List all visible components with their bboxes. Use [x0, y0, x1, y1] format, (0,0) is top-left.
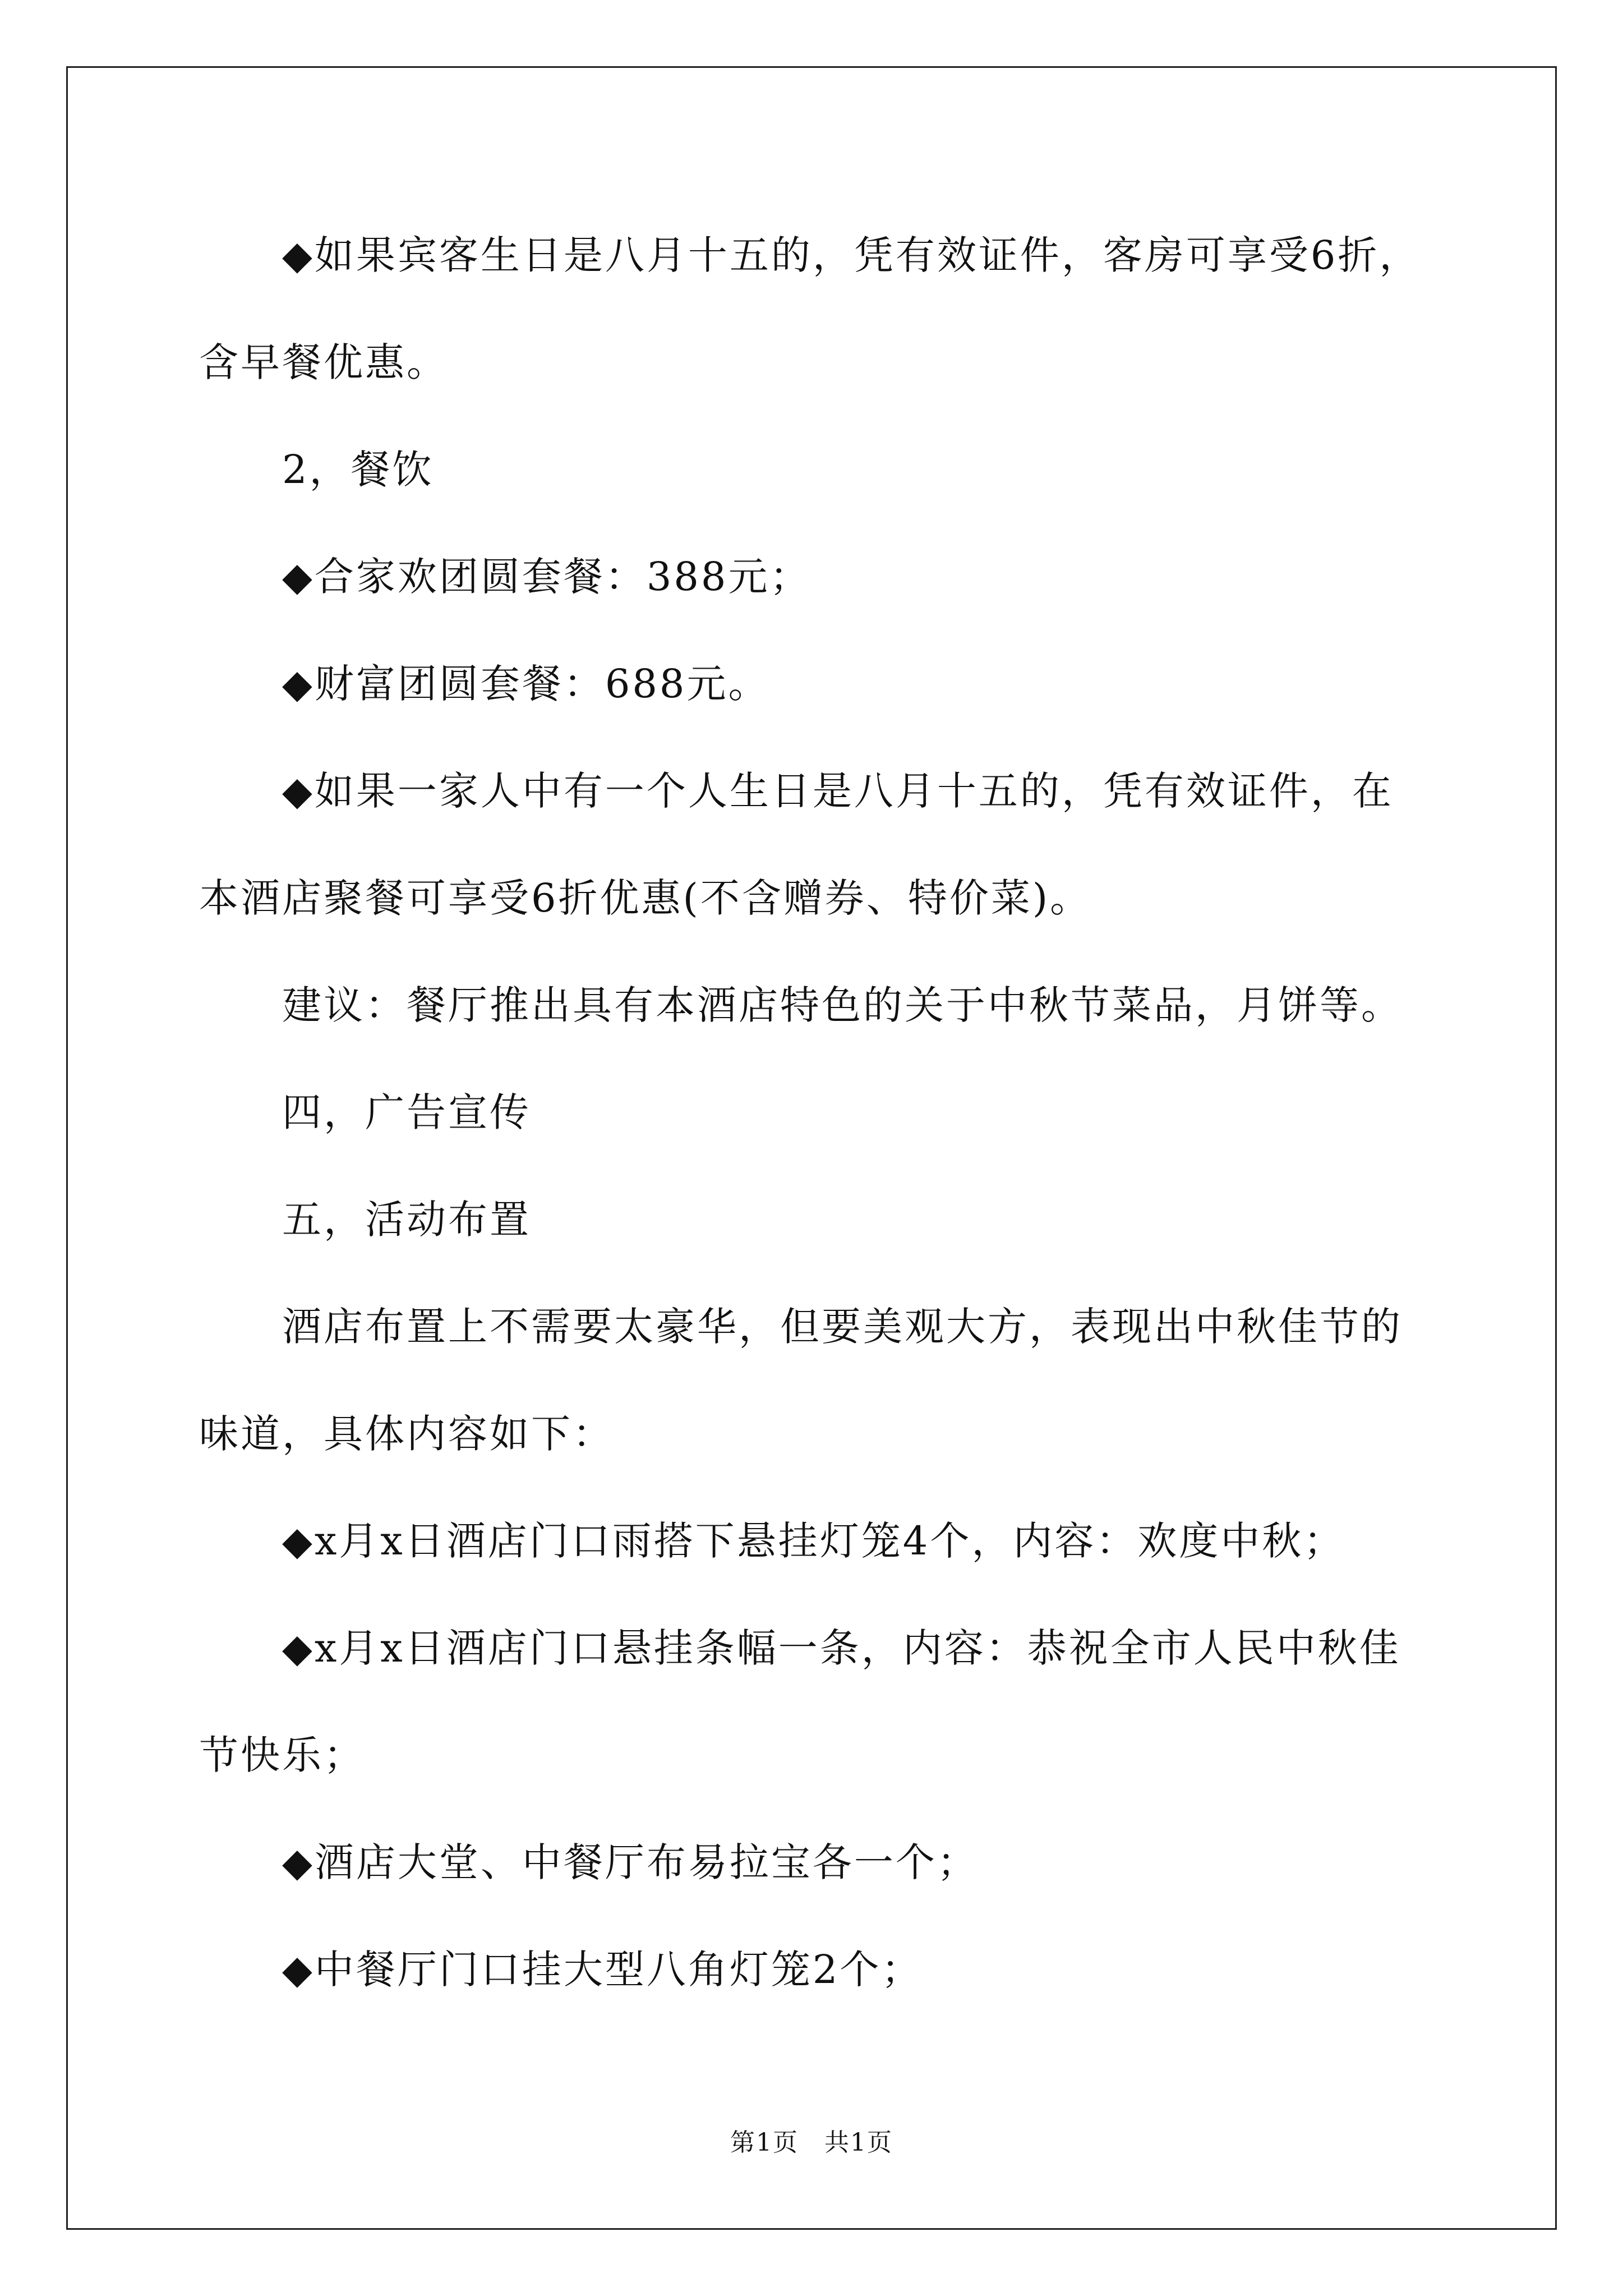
paragraph: ◆合家欢团圆套餐：388元； — [282, 554, 811, 600]
paragraph: ◆x月x日酒店门口雨搭下悬挂灯笼4个，内容：欢度中秋； — [282, 1518, 1345, 1564]
paragraph: ◆x月x日酒店门口悬挂条幅一条，内容：恭祝全市人民中秋佳节快乐； — [199, 1625, 1401, 1778]
paragraph: ◆财富团圆套餐：688元。 — [282, 661, 770, 707]
paragraph: ◆如果一家人中有一个人生日是八月十五的，凭有效证件，在本酒店聚餐可享受6折优惠(不含赠券、特价菜)。 — [199, 768, 1394, 921]
paragraph: ◆中餐厅门口挂大型八角灯笼2个； — [282, 1947, 923, 1993]
paragraph: ◆如果宾客生日是八月十五的，凭有效证件，客房可享受6折，含早餐优惠。 — [199, 232, 1421, 385]
document-body — [199, 202, 1433, 2023]
paragraph: 四，广告宣传 — [282, 1089, 531, 1135]
paragraph: 酒店布置上不需要太豪华，但要美观大方，表现出中秋佳节的味道，具体内容如下： — [199, 1304, 1403, 1457]
paragraph: 2，餐饮 — [282, 447, 434, 493]
page-footer: 第1页 共1页 — [730, 2128, 893, 2157]
paragraph: 建议：餐厅推出具有本酒店特色的关于中秋节菜品，月饼等。 — [282, 982, 1403, 1028]
paragraph: 五，活动布置 — [282, 1197, 531, 1243]
paragraph: ◆酒店大堂、中餐厅布易拉宝各一个； — [282, 1839, 979, 1885]
